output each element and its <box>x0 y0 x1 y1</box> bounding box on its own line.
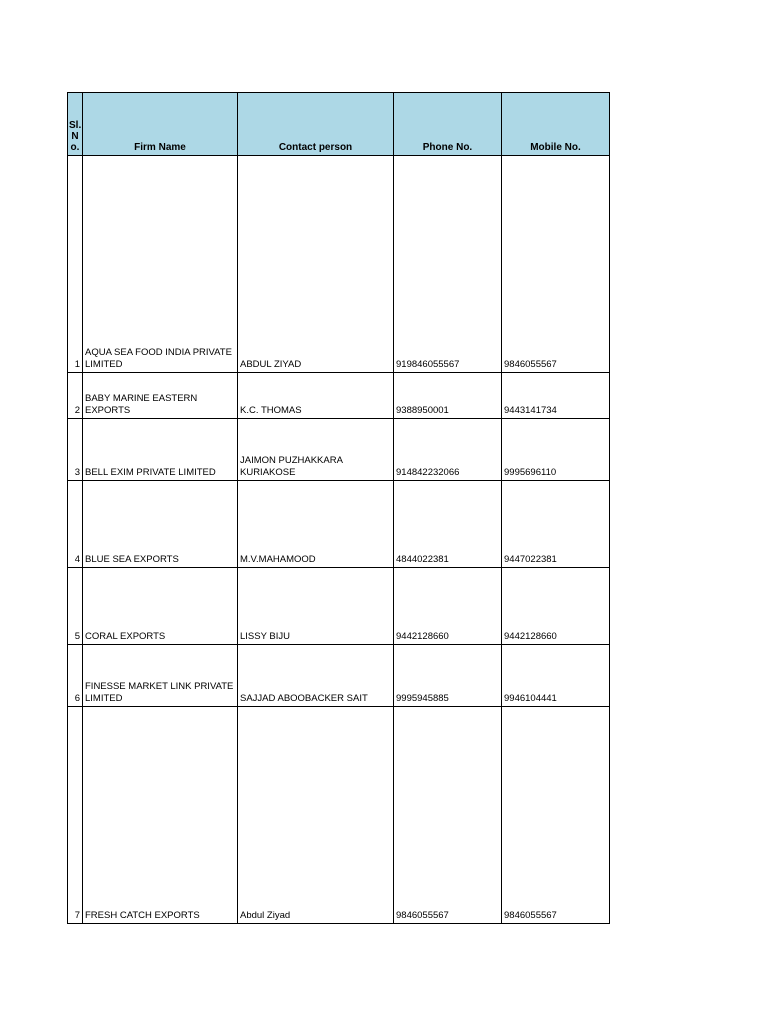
cell-phone-no: 4844022381 <box>394 481 502 568</box>
cell-phone-no: 919846055567 <box>394 156 502 373</box>
cell-sl-no: 1 <box>68 156 83 373</box>
cell-contact-person: K.C. THOMAS <box>238 373 394 419</box>
cell-contact-person: LISSY BIJU <box>238 568 394 645</box>
header-phone-no: Phone No. <box>394 93 502 156</box>
cell-contact-person: ABDUL ZIYAD <box>238 156 394 373</box>
cell-firm-name: FRESH CATCH EXPORTS <box>83 707 238 924</box>
table-row <box>68 373 610 419</box>
table-row <box>68 707 610 924</box>
cell-mobile-no: 9995696110 <box>502 419 610 481</box>
cell-phone-no: 9995945885 <box>394 645 502 707</box>
cell-sl-no: 3 <box>68 419 83 481</box>
cell-mobile-no: 9846055567 <box>502 156 610 373</box>
cell-mobile-no: 9846055567 <box>502 707 610 924</box>
cell-contact-person: Abdul Ziyad <box>238 707 394 924</box>
cell-sl-no: 6 <box>68 645 83 707</box>
cell-sl-no: 4 <box>68 481 83 568</box>
cell-mobile-no: 9442128660 <box>502 568 610 645</box>
firms-table <box>67 92 610 924</box>
cell-contact-person: SAJJAD ABOOBACKER SAIT <box>238 645 394 707</box>
header-mobile-no: Mobile No. <box>502 93 610 156</box>
cell-contact-person: M.V.MAHAMOOD <box>238 481 394 568</box>
cell-firm-name: CORAL EXPORTS <box>83 568 238 645</box>
header-row <box>68 93 610 156</box>
table-row <box>68 645 610 707</box>
cell-sl-no: 2 <box>68 373 83 419</box>
cell-phone-no: 914842232066 <box>394 419 502 481</box>
header-contact-person: Contact person <box>238 93 394 156</box>
table-row <box>68 481 610 568</box>
table-row <box>68 568 610 645</box>
cell-sl-no: 5 <box>68 568 83 645</box>
cell-contact-person: JAIMON PUZHAKKARA KURIAKOSE <box>238 419 394 481</box>
table-row <box>68 419 610 481</box>
cell-phone-no: 9442128660 <box>394 568 502 645</box>
cell-mobile-no: 9443141734 <box>502 373 610 419</box>
cell-firm-name: BLUE SEA EXPORTS <box>83 481 238 568</box>
cell-firm-name: BABY MARINE EASTERN EXPORTS <box>83 373 238 419</box>
cell-sl-no: 7 <box>68 707 83 924</box>
cell-phone-no: 9846055567 <box>394 707 502 924</box>
header-sl-no: Sl. N o. <box>68 93 83 156</box>
cell-phone-no: 9388950001 <box>394 373 502 419</box>
cell-firm-name: AQUA SEA FOOD INDIA PRIVATE LIMITED <box>83 156 238 373</box>
table-row <box>68 156 610 373</box>
cell-firm-name: BELL EXIM PRIVATE LIMITED <box>83 419 238 481</box>
cell-firm-name: FINESSE MARKET LINK PRIVATE LIMITED <box>83 645 238 707</box>
cell-mobile-no: 9447022381 <box>502 481 610 568</box>
header-firm-name: Firm Name <box>83 93 238 156</box>
cell-mobile-no: 9946104441 <box>502 645 610 707</box>
